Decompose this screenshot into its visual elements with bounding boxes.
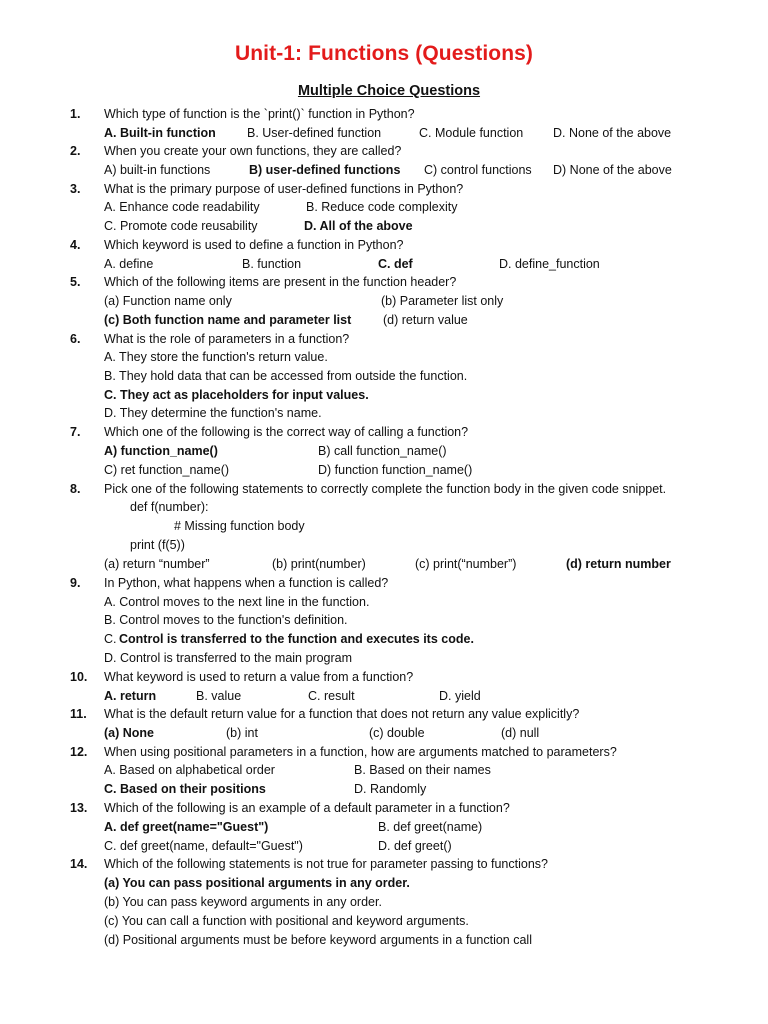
option-correct: A. def greet(name="Guest") [104, 820, 269, 834]
option: B) call function_name() [318, 444, 447, 458]
option: (d) null [501, 726, 540, 740]
option-correct: C. They act as placeholders for input values. [104, 388, 369, 402]
option-correct: (a) None [104, 726, 154, 740]
question-text: Pick one of the following statements to correctly complete the function body in the given code snippet. [104, 482, 667, 496]
option: (b) You can pass keyword arguments in any order. [104, 895, 382, 909]
option: B. Reduce code complexity [306, 200, 458, 214]
option: D. None of the above [553, 126, 672, 140]
option-correct: B) user-defined functions [249, 163, 401, 177]
question-number: 10. [70, 670, 88, 684]
option: D) None of the above [553, 163, 672, 177]
question-text: Which of the following statements is not true for parameter passing to functions? [104, 857, 548, 871]
section-title: Multiple Choice Questions [297, 83, 481, 99]
code-line: def f(number): [130, 500, 209, 514]
option: C. result [308, 689, 355, 703]
option: (d) return value [383, 313, 468, 327]
option-correct: A. return [104, 689, 157, 703]
question-text: Which of the following is an example of a default parameter in a function? [104, 801, 510, 815]
question-text: When you create your own functions, they are called? [104, 144, 402, 158]
option: C. Module function [419, 126, 524, 140]
option: C. def greet(name, default="Guest") [104, 839, 303, 853]
option: D. Control is transferred to the main program [104, 651, 353, 665]
question-text: What is the primary purpose of user-defined functions in Python? [104, 182, 464, 196]
question-text: Which of the following items are present in the function header? [104, 275, 457, 289]
option-correct: Control is transferred to the function and executes its code. [119, 632, 474, 646]
option: B. They hold data that can be accessed from outside the function. [104, 369, 468, 383]
question-text: What is the role of parameters in a function? [104, 332, 350, 346]
option: B. function [242, 257, 302, 271]
question-number: 13. [70, 801, 88, 815]
option: C) control functions [424, 163, 532, 177]
question-number: 11. [70, 707, 87, 721]
question-text: Which type of function is the `print()` function in Python? [104, 107, 415, 121]
option-letter: C. [104, 632, 117, 646]
option: A) built-in functions [104, 163, 211, 177]
question-text: What keyword is used to return a value from a function? [104, 670, 414, 684]
question-number: 14. [70, 857, 88, 871]
option: B. value [196, 689, 242, 703]
page-title: Unit-1: Functions (Questions) [234, 42, 534, 65]
option-correct: (a) You can pass positional arguments in any order. [104, 876, 410, 890]
option-correct: C. Based on their positions [104, 782, 266, 796]
option: A. Based on alphabetical order [104, 763, 275, 777]
option: (b) Parameter list only [381, 294, 504, 308]
option: (c) You can call a function with positional and keyword arguments. [104, 914, 469, 928]
option: A. Enhance code readability [104, 200, 260, 214]
option-correct: A. Built-in function [104, 126, 216, 140]
option: (a) Function name only [104, 294, 232, 308]
option: B. User-defined function [247, 126, 382, 140]
option-correct: D. All of the above [304, 219, 413, 233]
option: D) function function_name() [318, 463, 473, 477]
option: A. Control moves to the next line in the function. [104, 595, 370, 609]
option-correct: (c) Both function name and parameter list [104, 313, 352, 327]
option: (d) Positional arguments must be before keyword arguments in a function call [104, 933, 532, 947]
option: A. They store the function's return value. [104, 350, 328, 364]
option-correct: (d) return number [566, 557, 671, 571]
option: A. define [104, 257, 154, 271]
option: D. yield [439, 689, 481, 703]
code-line: # Missing function body [174, 519, 305, 533]
option: B. Based on their names [354, 763, 491, 777]
question-number: 8. [70, 482, 81, 496]
question-text: What is the default return value for a function that does not return any value explicitly? [104, 707, 580, 721]
option: B. def greet(name) [378, 820, 483, 834]
question-number: 12. [70, 745, 88, 759]
question-number: 4. [70, 238, 81, 252]
code-line: print (f(5)) [130, 538, 185, 552]
option: D. def greet() [378, 839, 452, 853]
option: C. Promote code reusability [104, 219, 258, 233]
option: (c) print(“number”) [415, 557, 517, 571]
question-number: 2. [70, 144, 81, 158]
option: (c) double [369, 726, 425, 740]
question-number: 9. [70, 576, 81, 590]
option: (b) print(number) [272, 557, 366, 571]
question-number: 3. [70, 182, 81, 196]
option: B. Control moves to the function's definition. [104, 613, 348, 627]
option-correct: A) function_name() [104, 444, 218, 458]
question-text: When using positional parameters in a function, how are arguments matched to parameters? [104, 745, 617, 759]
option: C) ret function_name() [104, 463, 230, 477]
option: D. Randomly [354, 782, 427, 796]
question-text: In Python, what happens when a function is called? [104, 576, 389, 590]
question-text: Which keyword is used to define a function in Python? [104, 238, 404, 252]
question-number: 5. [70, 275, 81, 289]
question-text: Which one of the following is the correct way of calling a function? [104, 425, 469, 439]
option: D. They determine the function's name. [104, 406, 322, 420]
option: (b) int [226, 726, 258, 740]
question-number: 6. [70, 332, 81, 346]
option: D. define_function [499, 257, 600, 271]
option: (a) return “number” [104, 557, 210, 571]
option-correct: C. def [378, 257, 413, 271]
question-number: 1. [70, 107, 81, 121]
question-number: 7. [70, 425, 81, 439]
